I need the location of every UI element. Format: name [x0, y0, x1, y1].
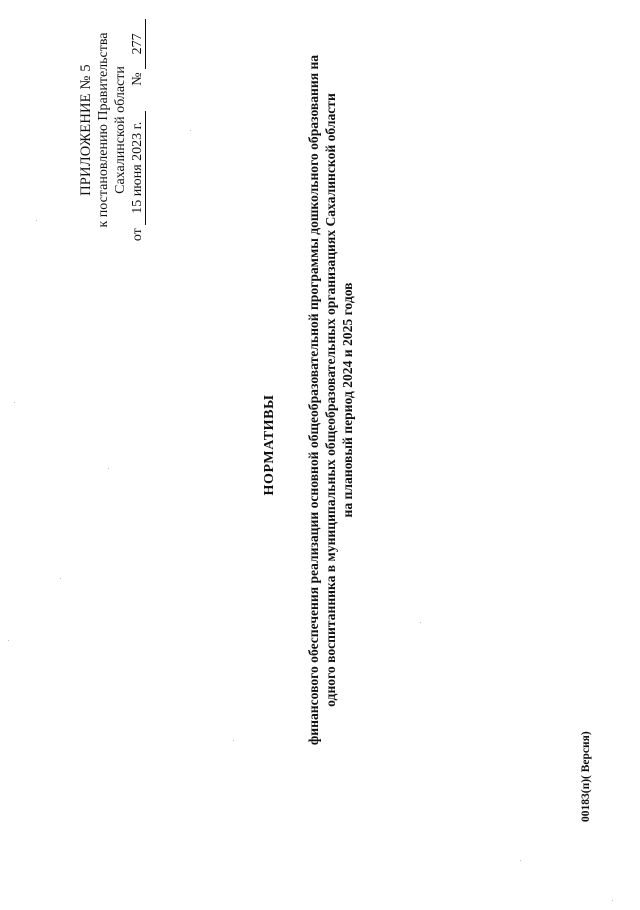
appendix-block	[78, 0, 146, 260]
document-code: 00183(п)( Версия)	[580, 731, 592, 822]
norms-line-2: одного воспитанника в муниципальных общеобразовательных организациях Сахалинской области	[323, 93, 338, 707]
number-label: №	[130, 72, 145, 86]
appendix-line-2: Сахалинской области	[113, 66, 128, 194]
norms-title: НОРМАТИВЫ	[262, 394, 277, 496]
appendix-title: ПРИЛОЖЕНИЕ № 5	[78, 64, 94, 196]
norms-line-3: на плановый период 2024 и 2025 годов	[340, 282, 355, 518]
appendix-date: 15 июня 2023 г.	[130, 111, 146, 225]
appendix-line-1: к постановлению Правительства	[96, 32, 111, 228]
appendix-date-line	[129, 0, 146, 260]
norms-description	[305, 0, 356, 820]
norms-line-1: финансового обеспечения реализации основной общеобразовательной программы дошкольного образования на	[306, 54, 321, 746]
appendix-number: 277	[130, 19, 146, 69]
from-label: от	[130, 228, 145, 242]
